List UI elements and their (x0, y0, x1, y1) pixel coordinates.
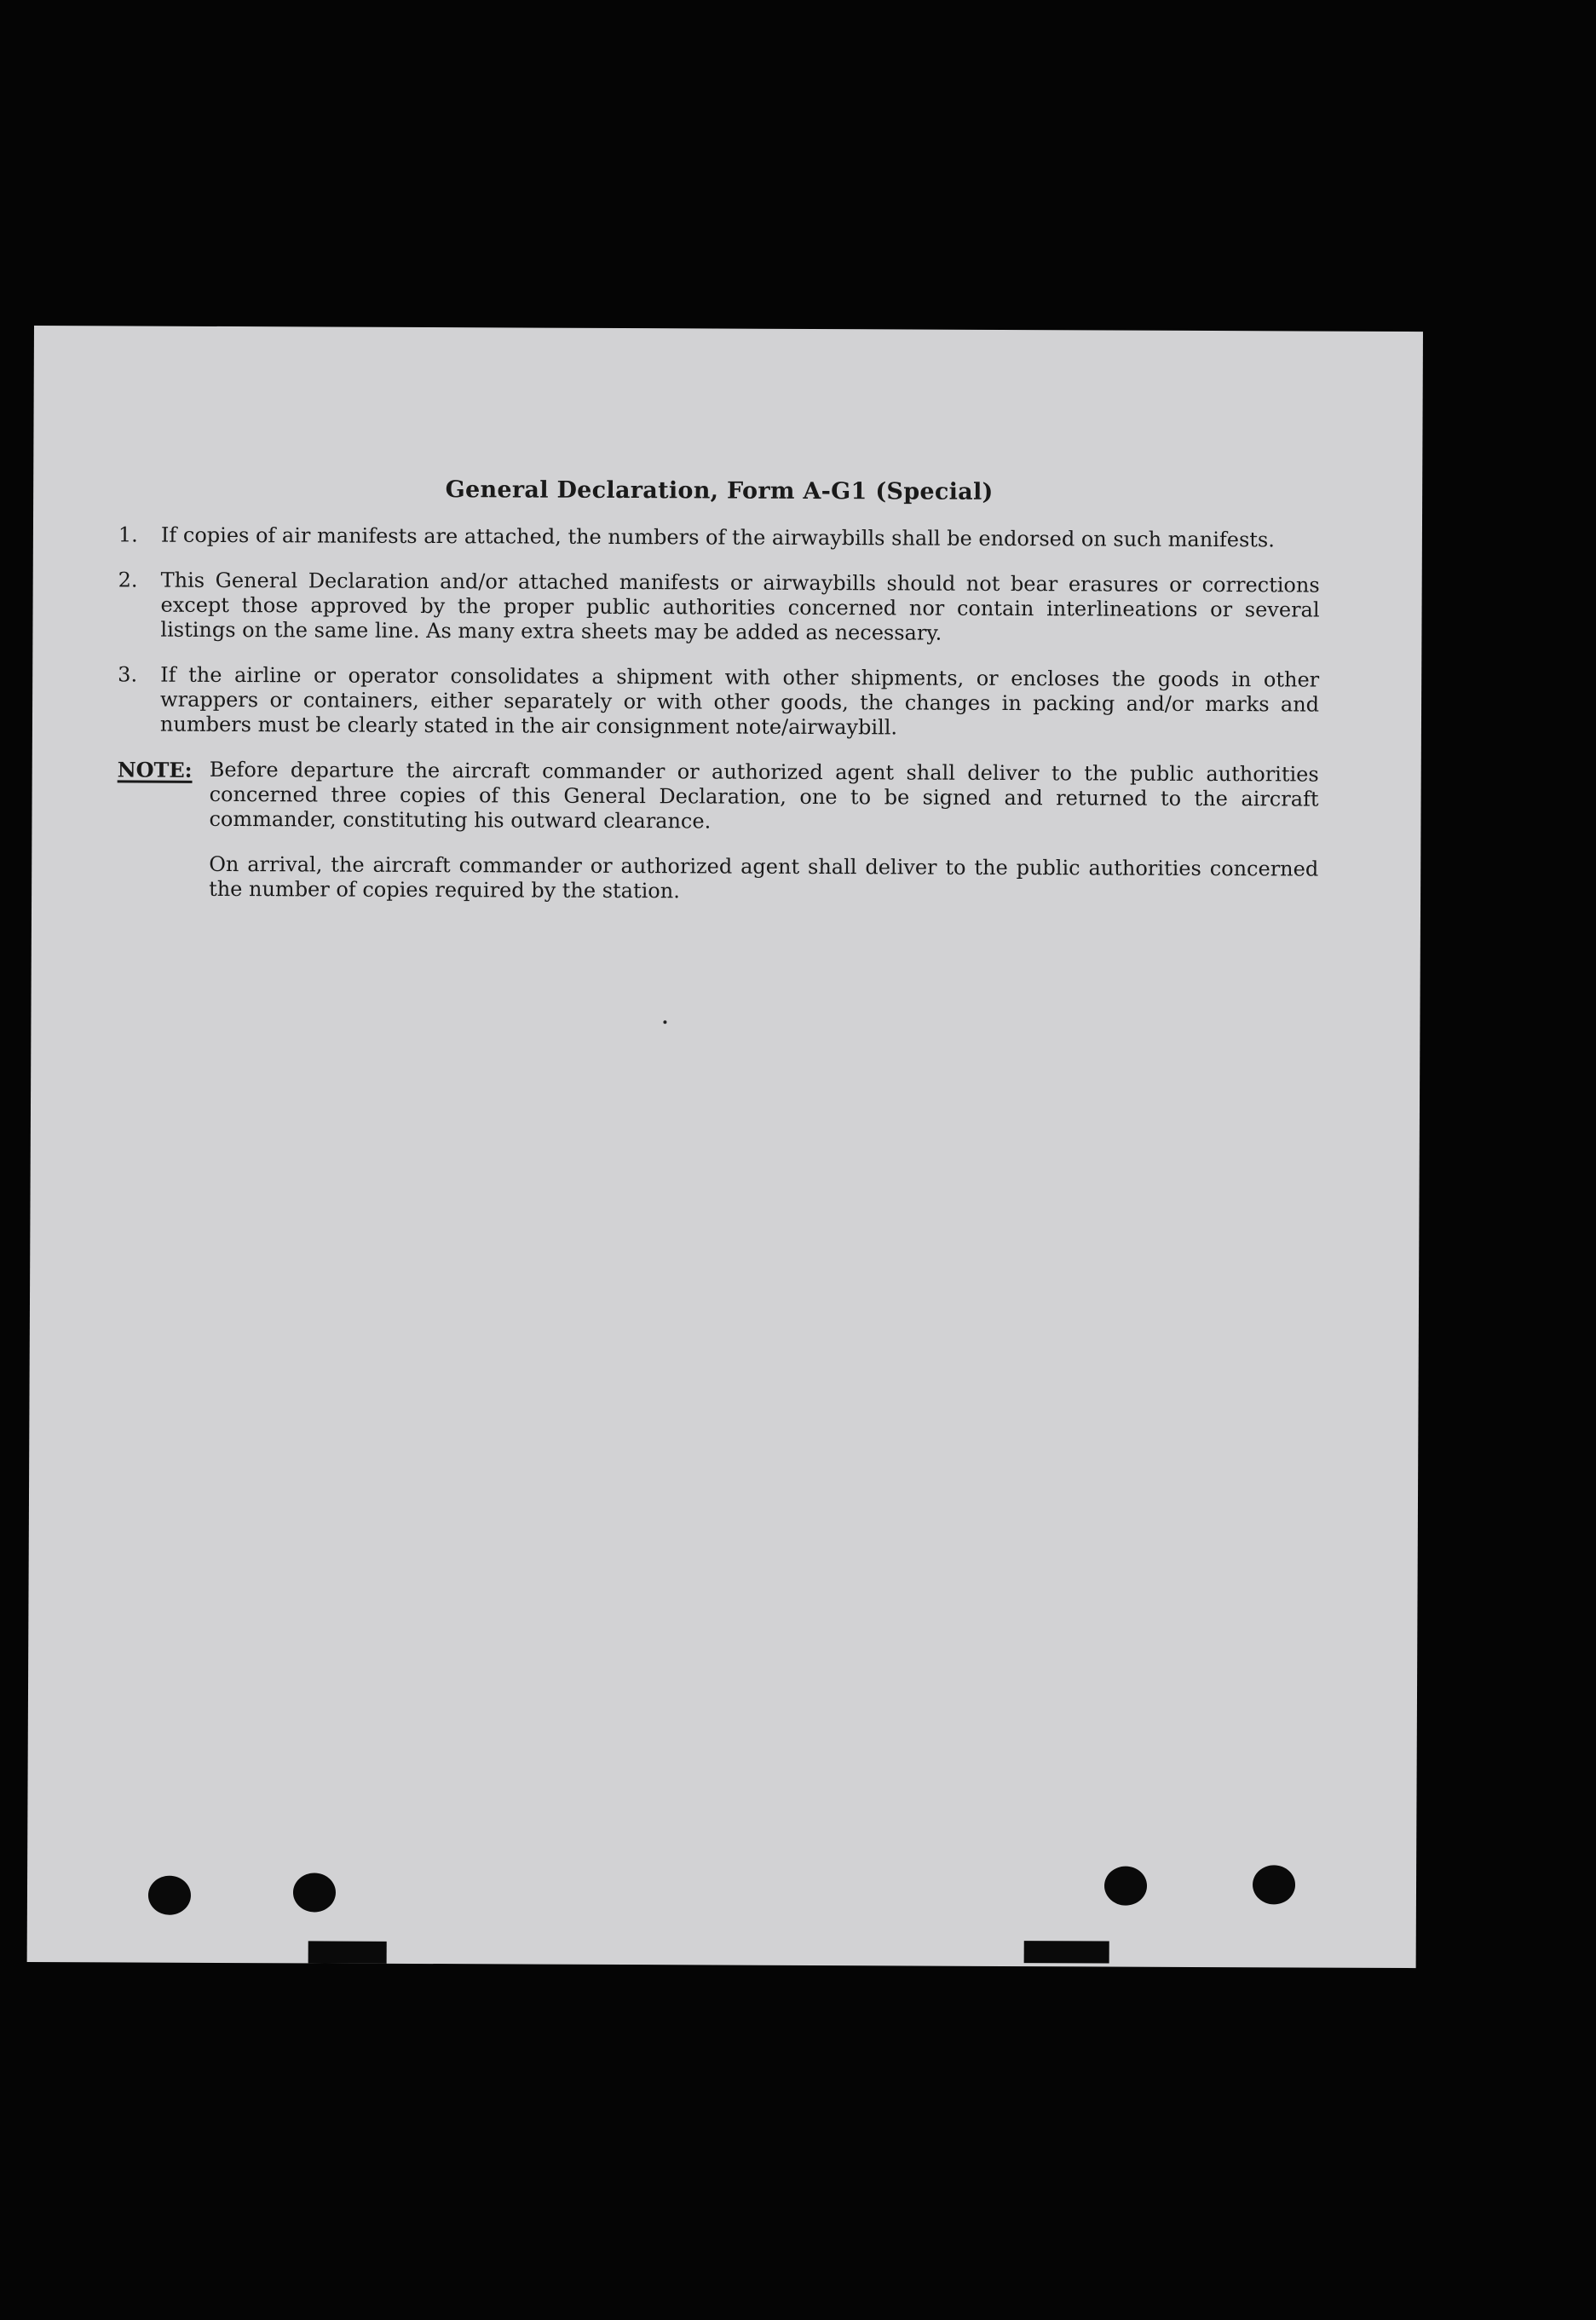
item-text: If copies of air manifests are attached, the numbers of the airwaybills shall be endorsed on such manifests. (160, 522, 1275, 552)
item-number: 1. (118, 522, 138, 547)
item-number: 3. (118, 662, 138, 687)
document-sheet (27, 326, 1423, 1968)
item-text: This General Declaration and/or attached manifests or airwaybills should not bear erasures or corrections except those approved by the proper public authorities concerned nor contain interlineations or several listings on the same line. As many extra sheets may be added as necessary. (160, 568, 1320, 645)
item-number: 2. (118, 568, 138, 592)
note-paragraph-arrival: On arrival, the aircraft commander or authorized agent shall deliver to the public authorities concerned the number of copies required by the station. (209, 851, 1319, 903)
punch-hole-right-1 (1104, 1866, 1147, 1905)
note-body (209, 758, 1319, 927)
item-text: If the airline or operator consolidates a shipment with other shipments, or encloses the goods in other wrappers or containers, either separately or with other goods, the changes in packing and/or marks and numbers must be clearly stated in the air consignment note/airwaybill. (159, 662, 1320, 740)
punch-hole-right-2 (1253, 1865, 1295, 1904)
note-label: NOTE: (117, 757, 193, 782)
punch-hole-left-1 (148, 1876, 191, 1915)
note-paragraph-departure: Before departure the aircraft commander or authorized agent shall deliver to the public authorities concerned three copies of this General Declaration, one to be signed and returned to the aircraft commander, constituting his outward clearance. (209, 757, 1319, 834)
note-section (117, 757, 1319, 926)
speck-mark (663, 1020, 666, 1024)
binder-tab-right (1024, 1941, 1109, 1963)
document-title: General Declaration, Form A-G1 (Special) (445, 476, 994, 505)
instruction-item-3 (118, 662, 1319, 742)
document-content (117, 476, 1320, 947)
binder-tab-left (308, 1941, 387, 1963)
punch-hole-left-2 (293, 1873, 336, 1912)
instruction-item-1 (118, 522, 1320, 552)
instruction-item-2 (118, 568, 1319, 647)
